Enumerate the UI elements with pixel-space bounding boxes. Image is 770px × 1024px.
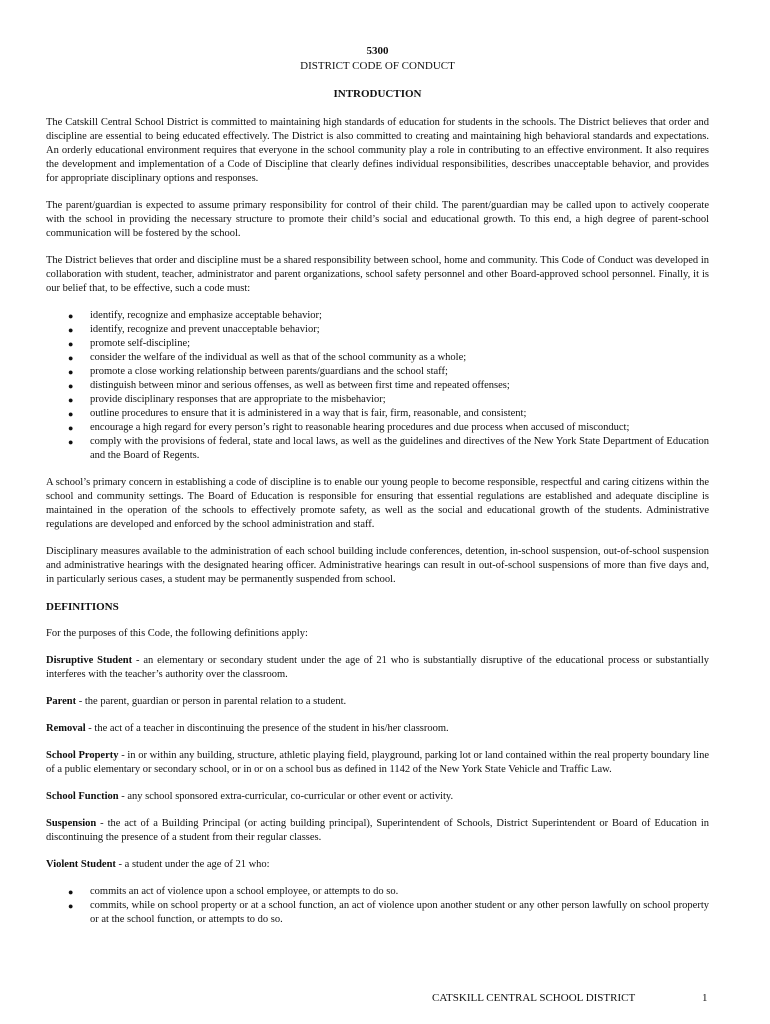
bullet-icon: ●: [68, 367, 74, 377]
page-number: 1: [702, 992, 708, 1004]
bullet-icon: ●: [68, 395, 74, 405]
violent-student-criteria-list: [46, 885, 709, 927]
list-item: [68, 337, 709, 351]
bullet-icon: ●: [68, 423, 74, 433]
list-item-text: comply with the provisions of federal, state and local laws, as well as the guidelines and directives of the New York State Department of Education and the Board of Regents.: [90, 436, 709, 461]
definitions-intro: For the purposes of this Code, the following definitions apply:: [46, 628, 308, 639]
list-item: [68, 421, 709, 435]
list-item-text: encourage a high regard for every person’s right to reasonable hearing procedures and due process when accused of misconduct;: [90, 422, 630, 433]
policy-number: 5300: [366, 45, 389, 57]
intro-paragraph-5: Disciplinary measures available to the administration of each school building include conferences, detention, in-school suspension, out-of-school suspension and administrative hearings with the designated hearing officer. Administrative hearings can result in out-of-school suspensions of more than five days and, in particularly serious cases, a student may be permanently suspended from school.: [46, 546, 709, 585]
bullet-icon: ●: [68, 339, 74, 349]
definition-text: - the act of a teacher in discontinuing the presence of the student in his/her classroom.: [85, 723, 449, 734]
definition-term: Removal: [46, 723, 86, 734]
list-item-text: commits an act of violence upon a school employee, or attempts to do so.: [90, 886, 399, 897]
list-item: [68, 309, 709, 323]
definition-suspension: [46, 817, 709, 845]
bullet-icon: ●: [68, 409, 74, 419]
list-item: [68, 379, 709, 393]
intro-paragraph-2: The parent/guardian is expected to assume primary responsibility for control of their child. The parent/guardian may be called upon to actively cooperate with the school in providing the necessary structure to promote their child’s social and educational growth. To this end, a high degree of parent-school communication will be fostered by the school.: [46, 200, 709, 239]
definition-term: Violent Student: [46, 859, 116, 870]
intro-paragraph-4: A school’s primary concern in establishing a code of discipline is to enable our young people to become responsible, respectful and caring citizens within the school and community settings. The Board of Education is responsible for ensuring that essential regulations are established and adequate discipline is maintained in the operation of the schools to effectively promote safety, as well as the social and educational growth of the students. Administrative regulations are developed and enforced by the school administration and staff.: [46, 477, 709, 530]
definition-text: - any school sponsored extra-curricular, co-curricular or other event or activity.: [118, 791, 454, 802]
list-item: [68, 885, 709, 899]
definition-text: - the parent, guardian or person in parental relation to a student.: [76, 696, 347, 707]
definition-term: Disruptive Student: [46, 655, 133, 666]
definition-parent: [46, 695, 709, 709]
list-item: [68, 351, 709, 365]
definition-text: - in or within any building, structure, athletic playing field, playground, parking lot or land contained within the real property boundary line of a public elementary or secondary school, or in or on a school bus as defined in 1142 of the New York State Vehicle and Traffic Law.: [46, 750, 709, 775]
definition-violent-student: [46, 858, 709, 872]
list-item: [68, 407, 709, 421]
intro-paragraph-1: The Catskill Central School District is committed to maintaining high standards of education for students in the schools. The District believes that order and discipline are essential to being educated effectively. The District is also committed to creating and maintaining high behavioral standards and expectations. An orderly educational environment requires that everyone in the school community play a role in contributing to an effective environment. It also requires the development and implementation of a Code of Discipline that clearly defines individual responsibilities, describes unacceptable behavior, and provides for appropriate disciplinary options and responses.: [46, 117, 709, 184]
definition-term: Suspension: [46, 818, 97, 829]
bullet-icon: ●: [68, 353, 74, 363]
bullet-icon: ●: [68, 325, 74, 335]
list-item-text: identify, recognize and emphasize acceptable behavior;: [90, 310, 322, 321]
list-item-text: consider the welfare of the individual as well as that of the school community as a whole;: [90, 352, 467, 363]
footer-district-name: CATSKILL CENTRAL SCHOOL DISTRICT: [432, 992, 636, 1004]
list-item: [68, 365, 709, 379]
code-goals-list: [46, 309, 709, 463]
introduction-heading: INTRODUCTION: [333, 88, 422, 100]
definitions-heading: DEFINITIONS: [46, 601, 119, 613]
definition-term: School Function: [46, 791, 119, 802]
bullet-icon: ●: [68, 887, 74, 897]
list-item: [68, 899, 709, 927]
definition-term: Parent: [46, 696, 77, 707]
list-item: [68, 393, 709, 407]
definition-text: - the act of a Building Principal (or acting building principal), Superintendent of Schools, District Superintendent or Board of Education in discontinuing the presence of a student from their regular classes.: [46, 818, 709, 843]
bullet-icon: ●: [68, 437, 74, 447]
list-item: [68, 323, 709, 337]
list-item-text: outline procedures to ensure that it is administered in a way that is fair, firm, reasonable, and consistent;: [90, 408, 527, 419]
list-item-text: identify, recognize and prevent unacceptable behavior;: [90, 324, 320, 335]
definition-text: - an elementary or secondary student under the age of 21 who is substantially disruptive of the educational process or substantially interferes with the teacher’s authority over the classroom.: [46, 655, 710, 680]
list-item: [68, 435, 709, 463]
definition-removal: [46, 722, 709, 736]
definition-school-function: [46, 790, 709, 804]
definition-text: - a student under the age of 21 who:: [115, 859, 270, 870]
bullet-icon: ●: [68, 381, 74, 391]
list-item-text: promote self-discipline;: [90, 338, 191, 349]
definition-disruptive-student: [46, 654, 709, 682]
bullet-icon: ●: [68, 311, 74, 321]
bullet-icon: ●: [68, 901, 74, 911]
list-item-text: provide disciplinary responses that are appropriate to the misbehavior;: [90, 394, 386, 405]
list-item-text: commits, while on school property or at a school function, an act of violence upon another student or any other person lawfully on school property or at the school function, or attempts to do so.: [90, 900, 709, 925]
intro-paragraph-3: The District believes that order and discipline must be a shared responsibility between school, home and community. This Code of Conduct was developed in collaboration with student, teacher, administrator and parent organizations, school safety personnel and other Board-approved school personnel. Finally, it is our belief that, to be effective, such a code must:: [46, 255, 709, 294]
list-item-text: promote a close working relationship between parents/guardians and the school staff;: [90, 366, 448, 377]
definition-school-property: [46, 749, 709, 777]
list-item-text: distinguish between minor and serious offenses, as well as between first time and repeated offenses;: [90, 380, 510, 391]
document-title: DISTRICT CODE OF CONDUCT: [300, 60, 455, 72]
definition-term: School Property: [46, 750, 119, 761]
